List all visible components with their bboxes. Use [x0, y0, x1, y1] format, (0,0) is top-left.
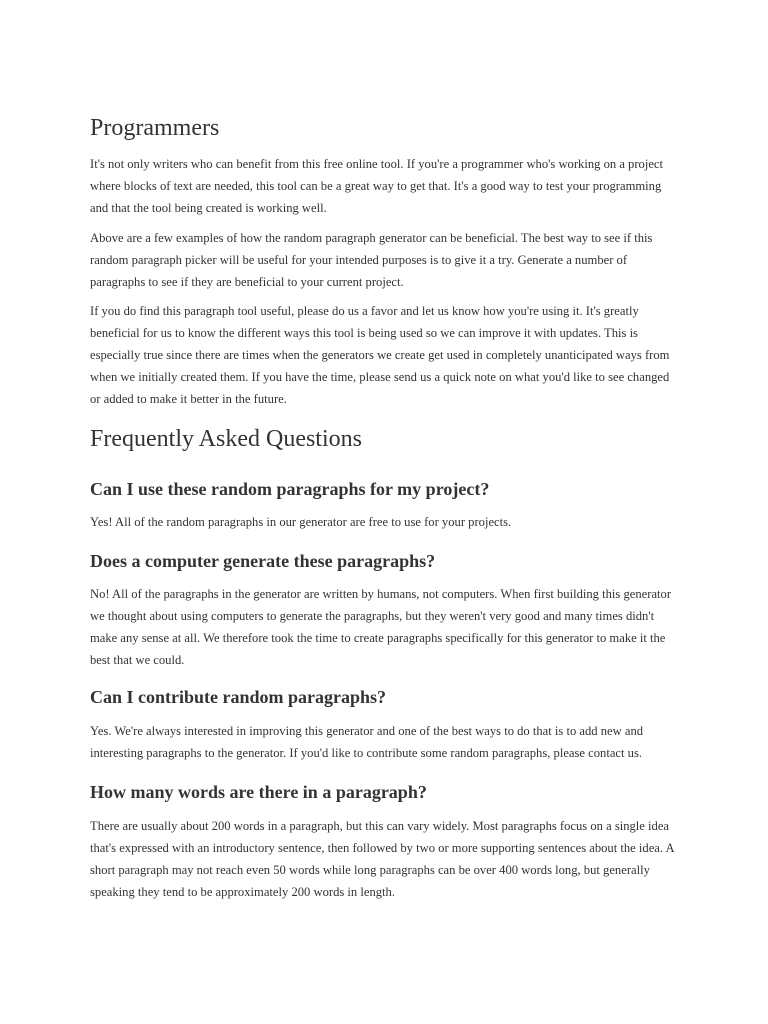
programmers-heading: Programmers: [90, 115, 220, 141]
faq-question-4: How many words are there in a paragraph?: [90, 782, 427, 802]
programmers-paragraph-3: If you do find this paragraph tool useful, please do us a favor and let us know how you're using it. It's greatly beneficial for us to know the different ways this tool is being used so we can improve it with updates. This is especially true since there are times when the generators we create get used in completely unanticipated ways from when we initially created them. If you have the time, please send us a quick note on what you'd like to see changed or added to make it better in the future.: [90, 304, 670, 406]
programmers-paragraph-2: Above are a few examples of how the random paragraph generator can be beneficial. The best way to see if this random paragraph picker will be useful for your intended purposes is to give it a try. Generate a number of paragraphs to see if they are beneficial to your current project.: [90, 231, 653, 289]
faq-question-2: Does a computer generate these paragraphs?: [90, 551, 436, 571]
faq-answer-4: There are usually about 200 words in a paragraph, but this can vary widely. Most paragraphs focus on a single idea that's expressed with an introductory sentence, then followed by two or more supporting sentences about the idea. A short paragraph may not reach even 50 words while long paragraphs can be over 400 words long, but generally speaking they tend to be approximately 200 words in length.: [90, 819, 674, 899]
faq-question-3: Can I contribute random paragraphs?: [90, 687, 387, 707]
faq-answer-2: No! All of the paragraphs in the generator are written by humans, not computers. When first building this generator we thought about using computers to generate the paragraphs, but they weren't very good and many times didn't make any sense at all. We therefore took the time to create paragraphs specifically for this generator to make it the best that we could.: [90, 587, 672, 667]
faq-heading: Frequently Asked Questions: [90, 426, 362, 452]
programmers-paragraph-1: It's not only writers who can benefit from this free online tool. If you're a programmer who's working on a project where blocks of text are needed, this tool can be a great way to get that. It's a good way to test your programming and that the tool being created is working well.: [90, 157, 664, 215]
faq-answer-3: Yes. We're always interested in improving this generator and one of the best ways to do that is to add new and interesting paragraphs to the generator. If you'd like to contribute some random paragraphs, please contact us.: [90, 724, 644, 760]
faq-answer-1: Yes! All of the random paragraphs in our generator are free to use for your projects.: [90, 515, 512, 529]
faq-question-1: Can I use these random paragraphs for my project?: [90, 479, 490, 499]
